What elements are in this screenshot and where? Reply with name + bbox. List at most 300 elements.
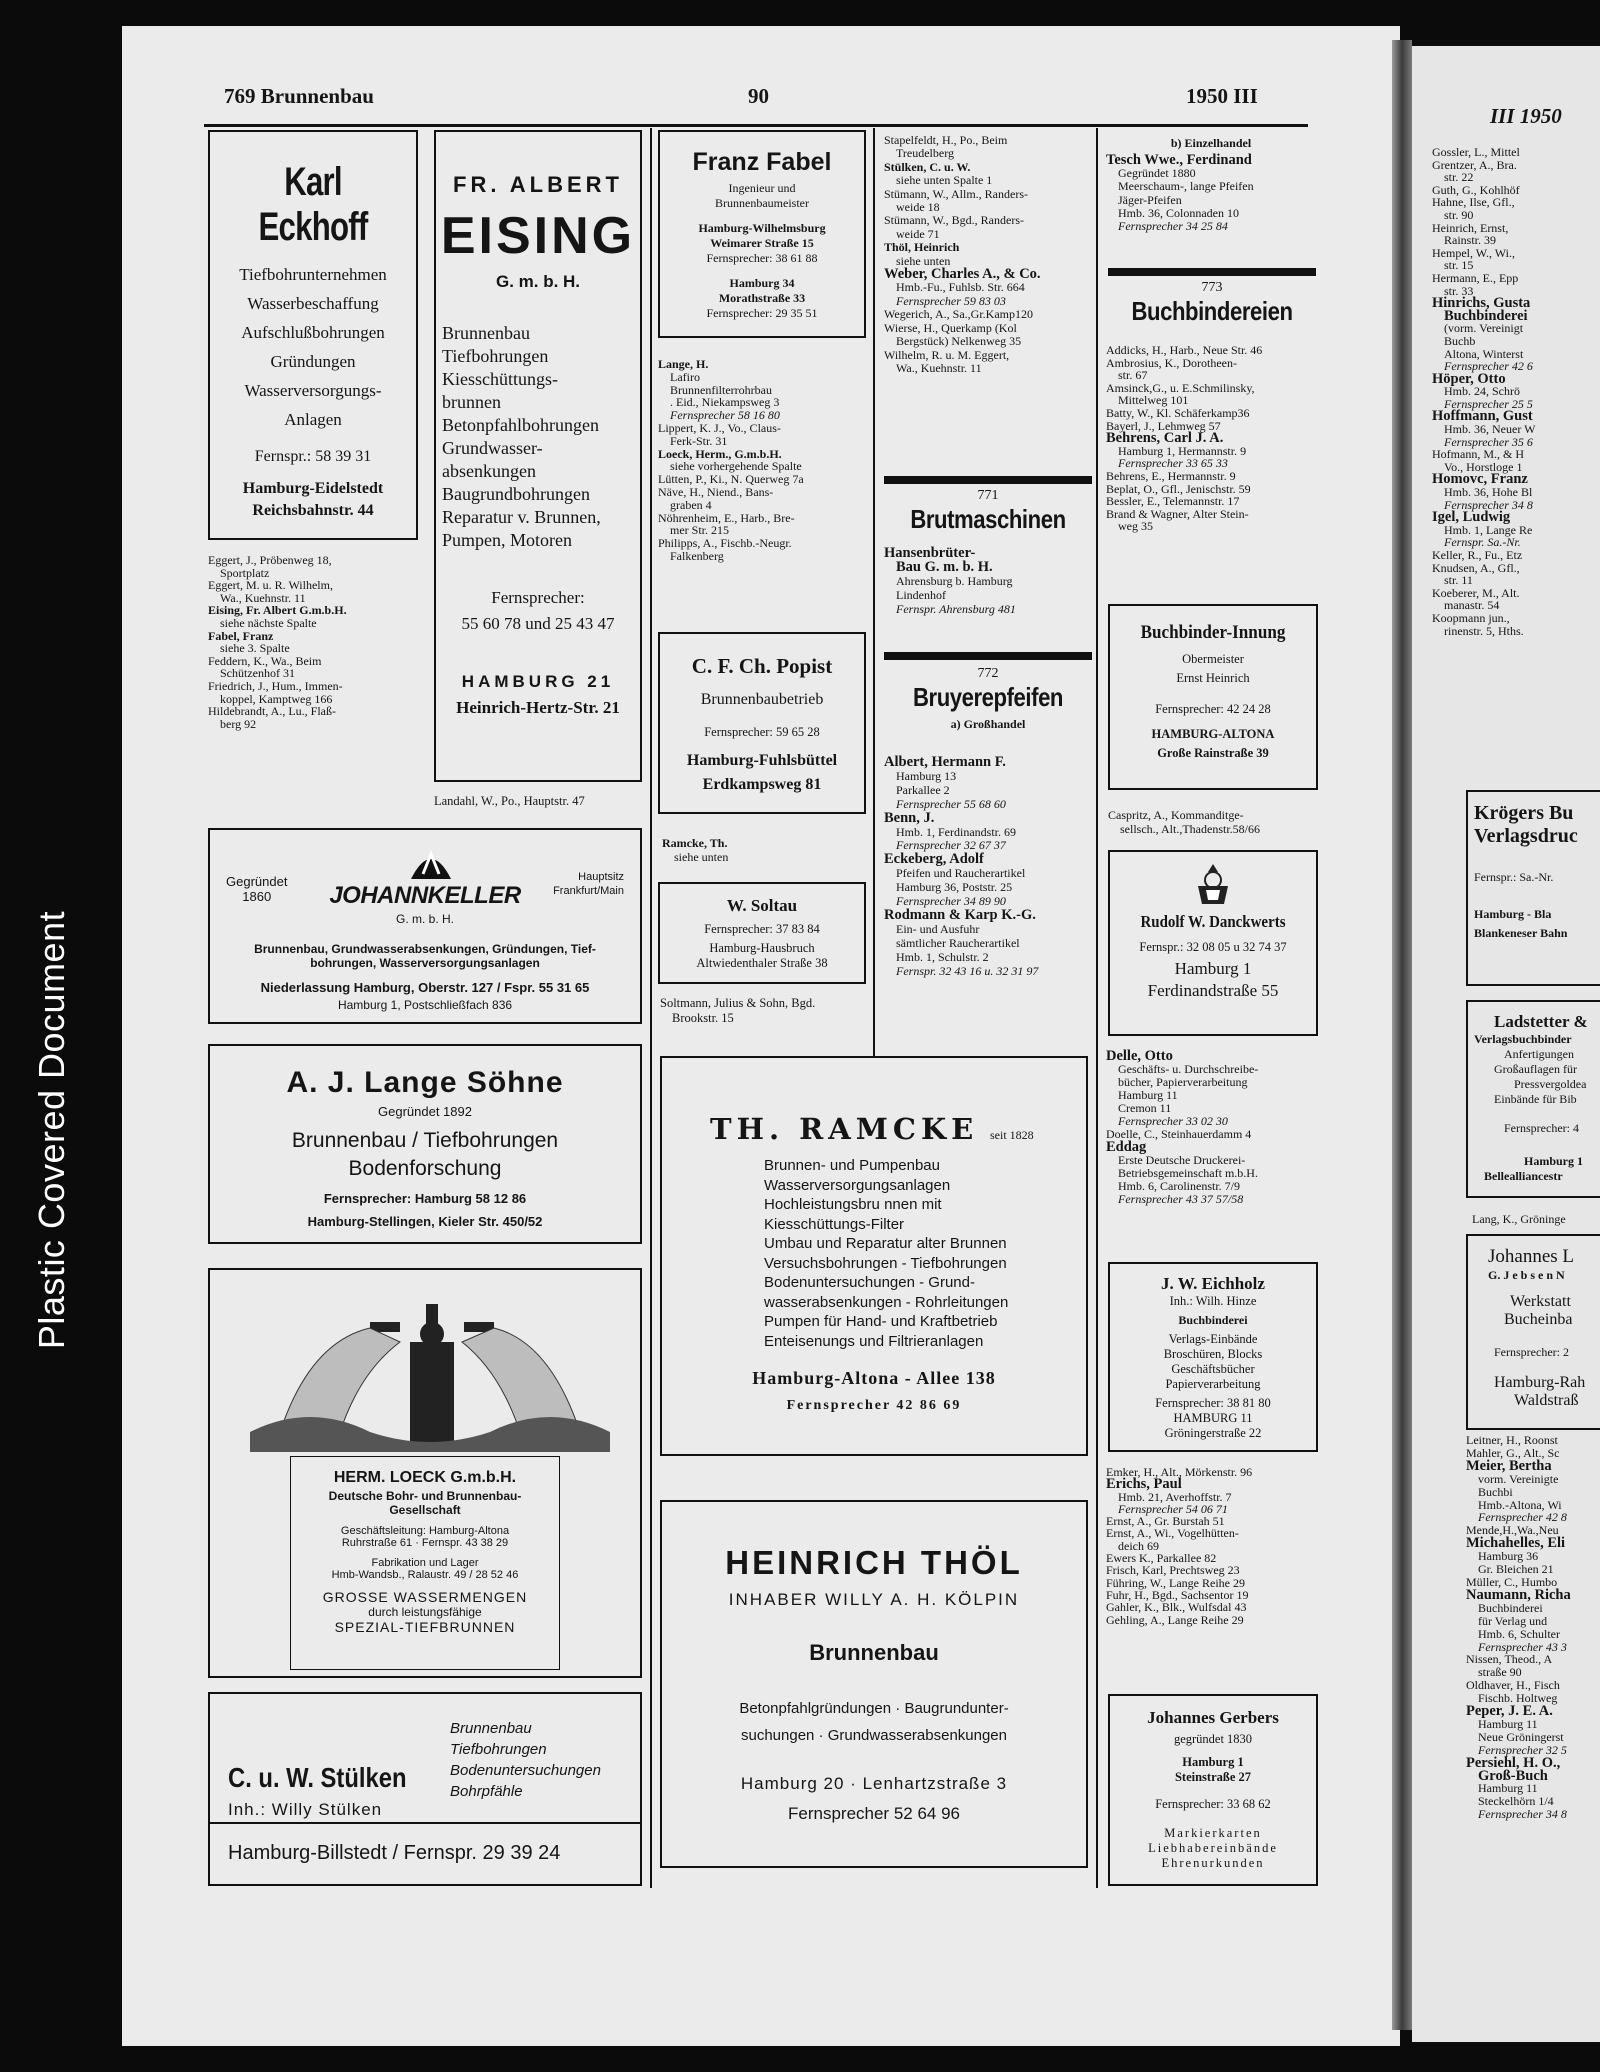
ad-founded: seit 1828: [990, 1128, 1034, 1142]
listing-block: [1106, 1466, 1320, 1626]
ad-title: Rudolf W. Danckwerts: [1140, 912, 1286, 931]
section-number: 771: [977, 488, 999, 503]
listing-line: str. 67: [1118, 368, 1148, 383]
listing-block: [1106, 154, 1318, 233]
listing-block: [884, 134, 1094, 375]
listing-line: str. 33: [1444, 283, 1474, 298]
ad-line: Brunnen- und Pumpenbau: [764, 1157, 940, 1174]
listing-line: Fernsprecher 34 8: [1478, 1807, 1567, 1822]
ad-title: C. F. Ch. Popist: [691, 654, 833, 678]
listing-line: Cremon 11: [1118, 1101, 1172, 1115]
listing-name: Hoffmann, Gust: [1432, 408, 1533, 425]
listing-line: Lang, K., Gröninge: [1472, 1212, 1566, 1226]
ad-line: Anlagen: [284, 410, 342, 429]
ad-th-ramcke: [660, 1056, 1088, 1456]
ad-street: Heinrich-Hertz-Str. 21: [456, 698, 620, 717]
column-rule: [1096, 128, 1098, 1888]
listing-line: vorm. Vereinigte: [1478, 1471, 1559, 1486]
ad-divider: [210, 1822, 640, 1824]
listing-line: Fernsprecher 25 5: [1444, 396, 1533, 411]
listing-line: Eggert, M. u. R. Wilhelm,: [208, 578, 333, 593]
listing-line: Lindenhof: [896, 588, 946, 602]
listing-line: Pfeifen und Raucherartikel: [896, 866, 1026, 881]
listing-name: Albert, Hermann F.: [884, 754, 1006, 770]
ad-line: Buchbinderei: [1178, 1313, 1248, 1327]
ad-line: Bodenuntersuchungen - Grund-: [764, 1274, 975, 1291]
ad-line: Verlags-Einbände: [1168, 1332, 1258, 1346]
listing-line: Buchb: [1444, 333, 1476, 348]
listing-line: Fernsprecher 33 65 33: [1118, 456, 1228, 471]
ad-city: HAMBURG 21: [461, 672, 615, 691]
listing-line: Fernsprecher 34 89 90: [896, 894, 1006, 909]
listing-line: Fernsprecher 55 68 60: [896, 796, 1006, 811]
listing-name: Thöl, Heinrich: [884, 240, 960, 255]
ad-line: Ingenieur und: [728, 181, 796, 195]
listing-line: Gr. Bleichen 21: [1478, 1562, 1554, 1577]
listing-line: Hmb. 6, Carolinenstr. 7/9: [1118, 1179, 1240, 1193]
listing-name: Persiehl, H. O.,: [1466, 1754, 1561, 1771]
listing-block: [1106, 1050, 1320, 1206]
listing-line: Soltmann, Julius & Sohn, Bgd.: [660, 996, 816, 1010]
header-rule: [204, 124, 1308, 127]
section-title: Buchbindereien: [1131, 296, 1293, 326]
listing-line: Wegerich, A., Sa.,Gr.Kamp120: [884, 307, 1034, 322]
ad-phone: Fernsprecher: 59 65 28: [704, 725, 820, 739]
listing-name: Lange, H.: [658, 357, 709, 371]
listing-line: Gahler, K., Blk., Wulfsdal 43: [1106, 1600, 1247, 1615]
listing-line: Nöhrenheim, E., Harb., Bre-: [658, 510, 795, 525]
listing-line: Fernsprecher 32 5: [1478, 1742, 1567, 1757]
ad-address: Gröningerstraße 22: [1164, 1426, 1262, 1440]
listing-line: siehe unten: [674, 850, 729, 865]
ad-johannes: Johannes L G. J e b s e n N Werkstatt Bucheinba Fernsprecher: 2 Hamburg-Rah Waldstraß: [1466, 1234, 1600, 1430]
ad-eichholz: [1108, 1262, 1318, 1452]
listing-name: Stülken, C. u. W.: [884, 159, 971, 174]
ad-line: durch leistungsfähige: [368, 1605, 482, 1619]
ad-address: Große Rainstraße 39: [1157, 746, 1269, 760]
listing-line: Beplat, O., Gfl., Jenischstr. 59: [1106, 481, 1251, 496]
ad-stuelken: [208, 1692, 642, 1886]
listing-name: Igel, Ludwig: [1432, 509, 1511, 526]
ad-line: Pumpen, Motoren: [442, 530, 572, 550]
keller-logo-icon: [406, 844, 456, 884]
listing-line: Brunnenfilterrohrbau: [670, 382, 772, 397]
listing-line: Hmb. 6, Schulter: [1478, 1626, 1560, 1641]
listing-line: Hofmann, M., & H: [1432, 447, 1524, 462]
ad-title: EISING: [440, 207, 636, 265]
listing-line: Stümann, W., Allm., Randers-: [884, 186, 1028, 201]
listing-name: Loeck, Herm., G.m.b.H.: [658, 446, 782, 461]
ad-address: Hamburg 20 · Lenhartzstraße 3: [740, 1774, 1008, 1793]
listing-line: graben 4: [670, 497, 712, 512]
side-label: Plastic Covered Document: [31, 910, 72, 1350]
ad-phone: Fernsprecher: 42 24 28: [1155, 702, 1271, 716]
listing-line: Hmb. 36, Colonnaden 10: [1118, 205, 1239, 220]
listing-line: Erste Deutsche Druckerei-: [1118, 1153, 1246, 1167]
listing-name: Peper, J. E. A.: [1466, 1703, 1553, 1720]
listing-line: Hmb. 1, Ferdinandstr. 69: [896, 824, 1016, 839]
ad-address: HAMBURG-ALTONA: [1151, 727, 1275, 741]
ad-line: bohrungen, Wasserversorgungsanlagen: [310, 956, 540, 970]
listing-line: Treudelberg: [896, 146, 954, 161]
listing-line: straße 90: [1478, 1665, 1522, 1680]
listing-block: [1106, 344, 1320, 533]
ad-line: Betonpfahlbohrungen: [442, 415, 599, 435]
ad-kroegers: Krögers Bu Verlagsdruc Fernspr.: Sa.-Nr. Hamburg - Bla Blankeneser Bahn: [1466, 790, 1600, 986]
listing-line: Bayerl, J., Lehmweg 57: [1106, 418, 1221, 433]
listing-line: Hempel, W., Wi.,: [1432, 245, 1515, 260]
fountain-illustration: [250, 1282, 610, 1452]
listing-line: Hahne, Ilse, Gfl.,: [1432, 195, 1515, 210]
listing-line: Ernst, A., Wi., Vogelhütten-: [1106, 1526, 1239, 1541]
listing-line: str. 11: [1444, 573, 1473, 588]
ad-line: Inh.: Wilh. Hinze: [1169, 1294, 1257, 1308]
listing-line: Hamburg 1, Hermannstr. 9: [1118, 443, 1247, 458]
listing-line: Leitner, H., Roonst: [1466, 1434, 1558, 1447]
ad-line: Geschäftsbücher: [1171, 1362, 1255, 1376]
section-title: Brutmaschinen: [910, 504, 1066, 534]
ad-line: brunnen: [442, 392, 501, 412]
header-right: 1950 III: [1186, 84, 1258, 108]
ad-text-panel: [290, 1456, 560, 1670]
listing-line: Ambrosius, K., Dorotheen-: [1106, 355, 1237, 370]
listing-line: Wa., Kuehnstr. 11: [220, 590, 306, 605]
listing-name: Rodmann & Karp K.-G.: [884, 906, 1036, 923]
ad-address: Hamburg 1: [1174, 959, 1252, 978]
listing-line: Koopmann jun.,: [1432, 610, 1510, 625]
listing-line: Friedrich, J., Hum., Immen-: [208, 678, 343, 693]
ad-heinrich-thoel: [660, 1500, 1088, 1868]
listing-name: Naumann, Richa: [1466, 1586, 1571, 1603]
ad-address: Morathstraße 33: [718, 291, 806, 305]
ad-address: HAMBURG 11: [1173, 1411, 1253, 1425]
listing-line: Mahler, G., Alt., Sc: [1466, 1445, 1560, 1460]
ad-title: J. W. Eichholz: [1161, 1274, 1265, 1293]
listing-line: Amsinck,G., u. E.Schmilinsky,: [1106, 380, 1255, 395]
listing-line: Koeberer, M., Alt.: [1432, 585, 1520, 600]
listing-line: manastr. 54: [1444, 598, 1500, 613]
listing-line: Führing, W., Lange Reihe 29: [1106, 1575, 1245, 1590]
listing-line: siehe nächste Spalte: [220, 615, 317, 630]
listing-line: Hamburg 11: [1478, 1781, 1538, 1796]
ad-lines: [210, 260, 416, 434]
listing-line: Fernsprecher 35 6: [1444, 434, 1533, 449]
listing-line: sämtlicher Raucherartikel: [896, 935, 1020, 950]
listing-name: Hansenbrüter-: [884, 545, 976, 561]
listing-line: Hmb. 1, Schulstr. 2: [896, 949, 989, 964]
listing-line: str. 22: [1444, 170, 1474, 185]
ad-danckwerts: [1108, 850, 1318, 1036]
listing-block: [208, 554, 420, 730]
ad-lange-soehne: [208, 1044, 642, 1244]
listing-line: Wierse, H., Querkamp (Kol: [884, 320, 1017, 335]
section-771: [884, 488, 1092, 535]
listing-name: Behrens, Carl J. A.: [1106, 430, 1224, 447]
listing-line: Frisch, Karl, Prechtsweg 23: [1106, 1563, 1240, 1578]
listing-name: Bau G. m. b. H.: [896, 559, 993, 575]
ad-address: Erdkampsweg 81: [702, 776, 822, 793]
listing-line: Wa., Kuehnstr. 11: [896, 360, 982, 375]
header-left: 769 Brunnenbau: [224, 84, 374, 108]
listing-line: Vo., Horstloge 1: [1444, 459, 1523, 474]
ad-karl-eckhoff: [208, 130, 418, 540]
ad-line: Deutsche Bohr- und Brunnenbau-: [328, 1489, 522, 1503]
ad-title: Franz Fabel: [692, 148, 832, 176]
ad-address: Steinstraße 27: [1174, 1770, 1252, 1784]
listing-line: Fernsprecher 34 25 84: [1118, 219, 1228, 234]
ad-owner: INHABER WILLY A. H. KÖLPIN: [728, 1590, 1020, 1609]
listing-line: Ewers K., Parkallee 82: [1106, 1551, 1217, 1566]
ad-line: Wasserversorgungsanlagen: [764, 1176, 951, 1194]
ad-buchbinder-innung: [1108, 604, 1318, 790]
ad-line: Fabrikation und Lager: [371, 1557, 479, 1569]
ad-ladstetter: Ladstetter & Verlagsbuchbinder Anfertigungen Großauflagen für Pressvergoldea Einbände für Bib Fernsprecher: 4 Hamburg 1 Bellealliancestr: [1466, 1000, 1600, 1198]
ad-line: Brunnenbau / Tiefbohrungen: [291, 1129, 559, 1152]
listing-line: Schützenhof 31: [220, 666, 295, 681]
ad-line: SPEZIAL-TIEFBRUNNEN: [334, 1619, 516, 1635]
section-772: [884, 666, 1092, 732]
ad-title: Karl Eckhoff: [258, 160, 368, 249]
section-rule: [884, 652, 1092, 660]
ad-phone: Fernspr.: 58 39 31: [254, 448, 372, 465]
ad-line: absenkungen: [442, 461, 536, 481]
listing-entry: [1108, 808, 1320, 837]
listing-line: Philipps, A., Fischb.-Neugr.: [658, 536, 792, 551]
listing-line: Jäger-Pfeifen: [1118, 192, 1182, 207]
listing-line: str. 90: [1444, 207, 1474, 222]
ad-line: Geschäftsleitung: Hamburg-Altona: [340, 1525, 510, 1537]
ad-line: Gegründet 1892: [378, 1104, 472, 1119]
listing-line: Ein- und Ausfuhr: [896, 921, 980, 936]
listing-line: Fernspr. Sa.-Nr.: [1444, 535, 1521, 550]
ad-address: Reichsbahnstr. 44: [252, 502, 374, 519]
column-rule: [873, 128, 875, 1058]
ad-line: Grundwasser-: [442, 438, 543, 458]
section-title: Bruyerepfeifen: [912, 682, 1064, 712]
listing-line: Falkenberg: [670, 548, 724, 563]
ad-line: Bodenforschung: [348, 1157, 502, 1180]
section-number: 772: [977, 666, 999, 681]
listing-line: Neue Gröningerst: [1478, 1729, 1564, 1744]
listing-line: Eggert, J., Pröbenweg 18,: [208, 553, 332, 567]
coat-of-arms-icon: [1188, 860, 1238, 910]
listing-line: Fernsprecher 58 16 80: [670, 408, 780, 423]
ad-franz-fabel: [658, 130, 866, 338]
listing-line: Lippert, K. J., Vo., Claus-: [658, 420, 781, 435]
listing-entry: [660, 996, 872, 1026]
listing-line: Caspritz, A., Kommanditge-: [1108, 808, 1244, 822]
listing-name: Hinrichs, Gusta: [1432, 295, 1531, 312]
listing-name: Homovc, Franz: [1432, 471, 1528, 488]
listing-line: Addicks, H., Harb., Neue Str. 46: [1106, 343, 1263, 357]
listing-name: Erichs, Paul: [1106, 1476, 1182, 1493]
listing-line: Hmb. 1, Lange Re: [1444, 522, 1533, 537]
listing-name: Groß-Buch: [1478, 1767, 1548, 1784]
ad-line: Gesellschaft: [389, 1503, 461, 1517]
ad-phone: Fernsprecher: 37 83 84: [704, 922, 820, 936]
listing-line: Hamburg 36: [1478, 1549, 1539, 1564]
column-rule: [650, 128, 652, 1888]
listing-line: Geschäfts- u. Durchschreibe-: [1118, 1062, 1259, 1076]
ad-line: Niederlassung Hamburg, Oberstr. 127 / Fspr. 55 31 65: [260, 980, 590, 995]
listing-name: Eising, Fr. Albert G.m.b.H.: [208, 603, 347, 618]
listing-line: Hildebrandt, A., Lu., Flaß-: [208, 704, 336, 719]
listing-line: Steckelhörn 1/4: [1478, 1794, 1554, 1809]
listing-line: Fernsprecher 33 02 30: [1118, 1114, 1228, 1128]
ad-address: Hamburg 1: [1182, 1755, 1244, 1769]
listing-line: Bergstück) Nelkenweg 35: [896, 334, 1022, 349]
listing-line: Fischb. Holtweg: [1478, 1691, 1558, 1706]
ad-line: Hochleistungsbru nnen mit: [764, 1196, 942, 1213]
listing-line: Hamburg 36, Poststr. 25: [896, 880, 1013, 895]
listing-line: Wilhelm, R. u. M. Eggert,: [884, 347, 1010, 362]
ad-address: Weimarer Straße 15: [710, 236, 814, 250]
listing-line: Müller, C., Humbo: [1466, 1574, 1558, 1589]
ad-address: Hamburg-Fuhlsbüttel: [686, 752, 838, 769]
section-subtitle: b) Einzelhandel: [1170, 136, 1252, 150]
listing-name: Ramcke, Th.: [662, 836, 728, 850]
listing-line: Stapelfeldt, H., Po., Beim: [884, 133, 1008, 147]
listing-line: Stümann, W., Bgd., Randers-: [884, 213, 1024, 228]
ad-johann-keller: [208, 828, 642, 1024]
ad-line: Versuchsbohrungen - Tiefbohrungen: [764, 1254, 1007, 1272]
ad-title: HERM. LOECK G.m.b.H.: [333, 1469, 517, 1486]
ad-address: Hamburg-Billstedt / Fernspr. 29 39 24: [228, 1842, 561, 1864]
listing-line: str. 15: [1444, 258, 1474, 273]
right-page-listing: [1432, 146, 1600, 637]
ad-line: Ehrenurkunden: [1161, 1856, 1265, 1870]
listing-line: Brookstr. 15: [672, 1011, 734, 1025]
listing-line: koppel, Kamptweg 166: [220, 691, 333, 706]
listing-line: weg 35: [1118, 519, 1153, 534]
ad-line: Wasserbeschaffung: [247, 294, 379, 313]
ad-line: Brunnenbaubetrieb: [700, 691, 824, 708]
listing-line: Oldhaver, H., Fisch: [1466, 1678, 1560, 1693]
listing-line: Fuhr, H., Bgd., Sachsentor 19: [1106, 1587, 1249, 1602]
ad-line: Hamburg 1, Postschließfach 836: [337, 998, 513, 1012]
listing-line: berg 92: [220, 716, 257, 731]
listing-line: siehe unten Spalte 1: [896, 173, 993, 188]
ad-line: gegründet 1830: [1173, 1732, 1253, 1746]
listing-name: Tesch Wwe., Ferdinand: [1106, 152, 1252, 168]
ad-address: Hamburg-Wilhelmsburg: [698, 221, 826, 235]
listing-name: Benn, J.: [884, 809, 935, 826]
listing-line: Hmb.-Fu., Fuhlsb. Str. 664: [896, 280, 1025, 295]
listing-line: Fernsprecher 42 8: [1478, 1510, 1567, 1525]
ad-phone: Fernsprecher 42 86 69: [786, 1398, 962, 1413]
ad-title: C. u. W. Stülken: [228, 1762, 407, 1793]
ad-phone: Fernsprecher: Hamburg 58 12 86: [323, 1191, 527, 1206]
ad-phone-label: Fernsprecher:: [491, 588, 585, 607]
listing-line: Nissen, Theod., A: [1466, 1652, 1553, 1667]
listing-block: [658, 358, 870, 563]
ad-line: Liebhabereinbände: [1148, 1841, 1278, 1855]
section-number: 773: [1201, 280, 1223, 295]
book-spine: [1392, 40, 1412, 2030]
ad-phone: Ruhrstraße 61 · Fernspr. 43 38 29: [341, 1537, 509, 1549]
listing-line: Lafiro: [670, 369, 700, 384]
listing-line: Doelle, C., Steinhauerdamm 4: [1106, 1127, 1252, 1141]
listing-line: Altona, Winterst: [1444, 346, 1524, 361]
ad-line: Enteisenungs und Filtrieranlagen: [764, 1332, 984, 1350]
ad-headquarters: Hauptsitz Frankfurt/Main: [553, 871, 624, 897]
listing-line: Bessler, E., Telemannstr. 17: [1106, 494, 1240, 509]
listing-line: Fernsprecher 42 6: [1444, 359, 1533, 374]
listing-line: Ferk-Str. 31: [670, 433, 728, 448]
listing-block: [884, 756, 1096, 979]
listing-line: Fernsprecher 54 06 71: [1118, 1501, 1228, 1516]
listing-line: Ernst, A., Gr. Burstah 51: [1106, 1514, 1225, 1529]
listing-line: Hmb. 24, Schrö: [1444, 384, 1520, 399]
ad-line: Tiefbohrunternehmen: [239, 265, 387, 284]
listing-name: Michahelles, Eli: [1466, 1535, 1566, 1552]
ad-phone: Fernsprecher 52 64 96: [788, 1804, 960, 1823]
listing-line: Fernsprecher 34 8: [1444, 497, 1533, 512]
ad-herm-loeck: [208, 1268, 642, 1678]
ad-line: Gründungen: [270, 352, 356, 371]
ad-services: Brunnenbau Tiefbohrungen Bodenuntersuchungen Bohrpfähle: [450, 1720, 601, 1800]
ad-line: GROSSE WASSERMENGEN: [322, 1589, 528, 1605]
listing-line: Emker, H., Alt., Mörkenstr. 96: [1106, 1465, 1253, 1479]
section-773: [1108, 280, 1316, 327]
ad-line: Papierverarbeitung: [1165, 1377, 1261, 1391]
listing-line: Landahl, W., Po., Hauptstr. 47: [434, 794, 585, 808]
listing-line: für Verlag und: [1478, 1613, 1548, 1628]
ad-line: Betonpfahlgründungen · Baugrundunter-: [739, 1700, 1009, 1717]
listing-line: weide 18: [896, 200, 940, 215]
listing-line: Betriebsgemeinschaft m.b.H.: [1118, 1166, 1258, 1180]
listing-line: Parkallee 2: [896, 782, 950, 797]
right-page-header: III 1950: [1490, 104, 1562, 128]
ad-line: Aufschlußbohrungen: [241, 323, 385, 342]
listing-line: mer Str. 215: [670, 523, 729, 538]
listing-line: Näve, H., Niend., Bans-: [658, 484, 774, 499]
listing-line: Sportplatz: [220, 565, 270, 580]
listing-line: Fernsprecher 43 3: [1478, 1639, 1567, 1654]
ad-popist: [658, 632, 866, 814]
ad-address: Hamburg-Eidelstedt: [242, 480, 384, 497]
listing-line: bücher, Papierverarbeitung: [1118, 1075, 1248, 1089]
ad-line: Kiesschüttungs-: [442, 369, 558, 389]
ad-line: Brunnenbau, Grundwasserabsenkungen, Gründungen, Tief-: [254, 942, 596, 956]
ad-lines: [1110, 1332, 1316, 1392]
listing-line: deich 69: [1118, 1538, 1159, 1553]
ad-address: Hmb-Wandsb., Ralaustr. 49 / 28 52 46: [331, 1569, 519, 1581]
ad-title: TH. RAMCKE: [710, 1112, 979, 1146]
listing-line: Fernspr. 32 43 16 u. 32 31 97: [896, 963, 1039, 978]
ad-line: Brunnenbaumeister: [715, 196, 809, 210]
ad-line: Obermeister: [1182, 652, 1244, 666]
ad-line: Brunnenbau: [442, 323, 530, 343]
ad-line: Pumpen für Hand- und Kraftbetrieb: [764, 1313, 998, 1330]
ad-line: Broschüren, Blocks: [1163, 1347, 1263, 1361]
listing-line: Ahrensburg b. Hamburg: [896, 574, 1013, 588]
listing-name: Eckeberg, Adolf: [884, 851, 984, 868]
listing-line: Gossler, L., Mittel: [1432, 146, 1520, 159]
section-rule: [1108, 268, 1316, 276]
listing-name: Fabel, Franz: [208, 628, 274, 643]
ad-lines: [436, 322, 640, 552]
listing-line: Gehling, A., Lange Reihe 29: [1106, 1612, 1244, 1627]
listing-line: Hermann, E., Epp: [1432, 270, 1519, 285]
ad-subtitle: G. m. b. H.: [495, 272, 581, 291]
listing-line: Grentzer, A., Bra.: [1432, 157, 1517, 172]
ad-soltau: [658, 882, 866, 984]
listing-line: siehe unten: [896, 253, 951, 268]
ad-gerbers: [1108, 1694, 1318, 1886]
listing-line: Knudsen, A., Gfl.,: [1432, 560, 1520, 575]
listing-line: siehe vorhergehende Spalte: [670, 459, 802, 474]
